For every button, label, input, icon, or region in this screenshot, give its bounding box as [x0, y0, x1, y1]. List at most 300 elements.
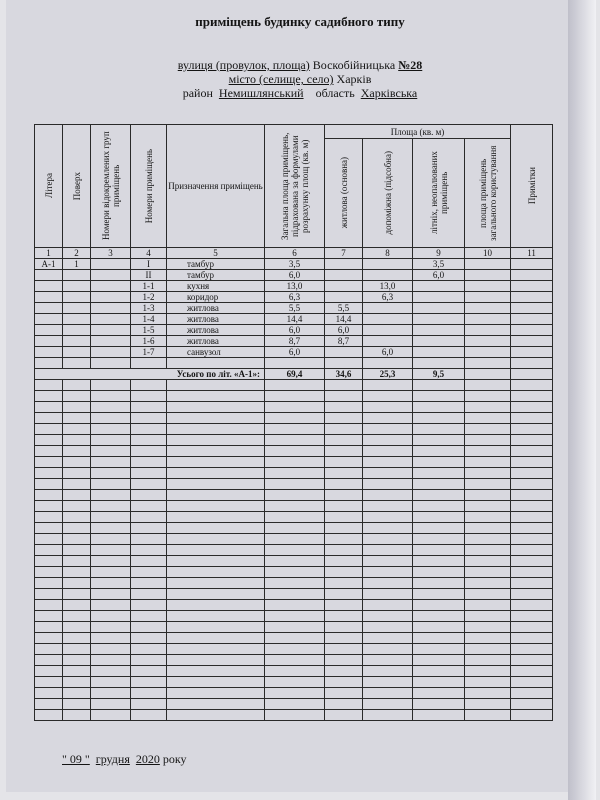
blank-row [35, 666, 553, 677]
empty-cell [413, 424, 465, 435]
empty-cell [325, 567, 363, 578]
empty-cell [265, 413, 325, 424]
empty-cell [167, 413, 265, 424]
empty-cell [511, 710, 553, 721]
cell-total-area: 6,0 [265, 325, 325, 336]
cell-room-number: І [131, 259, 167, 270]
table-row [35, 336, 553, 347]
col-header-common: площа приміщень загального користування [465, 139, 511, 248]
empty-cell [35, 556, 63, 567]
blank-row [35, 622, 553, 633]
empty-cell [325, 479, 363, 490]
cell-auxiliary [363, 259, 413, 270]
empty-cell [35, 479, 63, 490]
empty-cell [131, 358, 167, 369]
empty-cell [167, 534, 265, 545]
empty-cell [363, 457, 413, 468]
empty-cell [167, 677, 265, 688]
empty-cell [167, 479, 265, 490]
empty-cell [511, 534, 553, 545]
col-header-total-area: Загальна площа приміщень, підрахована за формулами розрахунку площ (кв. м) [265, 125, 325, 248]
blank-row [35, 534, 553, 545]
empty-cell [413, 567, 465, 578]
cell-total-area: 14,4 [265, 314, 325, 325]
house-number: №28 [398, 58, 423, 72]
empty-cell [265, 589, 325, 600]
empty-cell [511, 358, 553, 369]
empty-cell [325, 490, 363, 501]
empty-cell [265, 391, 325, 402]
cell-purpose: житлова [167, 325, 265, 336]
cell-purpose: тамбур [167, 270, 265, 281]
blank-row [35, 391, 553, 402]
empty-cell [131, 600, 167, 611]
cell-notes [511, 347, 553, 358]
cell-common [465, 314, 511, 325]
cell-auxiliary: 13,0 [363, 281, 413, 292]
empty-cell [413, 413, 465, 424]
empty-cell [363, 402, 413, 413]
cell-litera [35, 270, 63, 281]
empty-cell [63, 413, 91, 424]
empty-cell [131, 578, 167, 589]
empty-cell [465, 622, 511, 633]
empty-cell [325, 391, 363, 402]
cell-summer: 3,5 [413, 259, 465, 270]
empty-cell [63, 446, 91, 457]
empty-cell [91, 710, 131, 721]
empty-cell [511, 424, 553, 435]
cell-living [325, 281, 363, 292]
empty-cell [363, 545, 413, 556]
cell-litera [35, 292, 63, 303]
table-row [35, 347, 553, 358]
empty-cell [465, 501, 511, 512]
region-value: Харківська [360, 86, 418, 100]
empty-cell [167, 435, 265, 446]
empty-cell [265, 490, 325, 501]
empty-cell [63, 490, 91, 501]
empty-cell [465, 479, 511, 490]
cell-litera [35, 336, 63, 347]
district-label: район [182, 86, 213, 100]
empty-cell [413, 655, 465, 666]
empty-cell [167, 391, 265, 402]
empty-cell [35, 677, 63, 688]
empty-cell [167, 523, 265, 534]
empty-cell [325, 358, 363, 369]
table-row [35, 325, 553, 336]
empty-cell [91, 644, 131, 655]
cell-common [465, 336, 511, 347]
empty-cell [465, 611, 511, 622]
empty-cell [363, 534, 413, 545]
empty-cell [511, 413, 553, 424]
cell-floor [63, 336, 91, 347]
empty-cell [511, 479, 553, 490]
empty-cell [363, 523, 413, 534]
empty-cell [325, 589, 363, 600]
blank-row [35, 699, 553, 710]
cell-summer [413, 325, 465, 336]
empty-cell [413, 677, 465, 688]
empty-cell [413, 435, 465, 446]
cell-summer [413, 336, 465, 347]
empty-cell [63, 402, 91, 413]
cell-total-area: 5,5 [265, 303, 325, 314]
empty-cell [511, 523, 553, 534]
column-number: 8 [363, 248, 413, 259]
empty-cell [511, 468, 553, 479]
empty-cell [325, 435, 363, 446]
empty-cell [363, 468, 413, 479]
empty-cell [131, 523, 167, 534]
column-number: 2 [63, 248, 91, 259]
cell-floor: 1 [63, 259, 91, 270]
cell-auxiliary [363, 303, 413, 314]
cell-room-number: 1-6 [131, 336, 167, 347]
empty-cell [413, 468, 465, 479]
cell-summer [413, 292, 465, 303]
empty-cell [413, 710, 465, 721]
empty-cell [131, 413, 167, 424]
empty-cell [167, 578, 265, 589]
empty-cell [511, 666, 553, 677]
empty-cell [63, 512, 91, 523]
street-line [0, 58, 600, 73]
empty-cell [511, 600, 553, 611]
empty-cell [363, 688, 413, 699]
empty-cell [131, 479, 167, 490]
empty-cell [167, 402, 265, 413]
street-value: Воскобійницька [312, 58, 396, 72]
table-row [35, 259, 553, 270]
col-header-purpose: Призначення приміщень [167, 125, 265, 248]
col-header-summer: літніх, неопалюваних приміщень [413, 139, 465, 248]
empty-cell [131, 688, 167, 699]
empty-cell [35, 435, 63, 446]
cell-purpose: житлова [167, 314, 265, 325]
col-header-litera: Літера [35, 125, 63, 248]
cell-living: 14,4 [325, 314, 363, 325]
empty-cell [35, 699, 63, 710]
blank-row [35, 501, 553, 512]
blank-row [35, 479, 553, 490]
date-suffix: року [162, 752, 187, 766]
empty-cell [35, 512, 63, 523]
empty-cell [325, 468, 363, 479]
table-body [35, 259, 553, 721]
empty-cell [265, 633, 325, 644]
cell-living: 5,5 [325, 303, 363, 314]
empty-cell [265, 688, 325, 699]
empty-cell [265, 468, 325, 479]
empty-cell [131, 380, 167, 391]
empty-cell [325, 424, 363, 435]
empty-cell [265, 380, 325, 391]
empty-cell [325, 512, 363, 523]
empty-cell [413, 501, 465, 512]
cell-auxiliary [363, 270, 413, 281]
empty-cell [91, 567, 131, 578]
empty-cell [35, 380, 63, 391]
cell-total-area: 6,0 [265, 270, 325, 281]
empty-cell [465, 578, 511, 589]
empty-cell [35, 457, 63, 468]
empty-cell [35, 710, 63, 721]
empty-cell [131, 424, 167, 435]
empty-cell [91, 677, 131, 688]
empty-cell [325, 413, 363, 424]
empty-cell [265, 556, 325, 567]
empty-cell [363, 490, 413, 501]
cell-purpose: житлова [167, 336, 265, 347]
empty-cell [167, 600, 265, 611]
col-header-floor: Поверх [63, 125, 91, 248]
cell-living [325, 347, 363, 358]
table-row [35, 314, 553, 325]
empty-cell [91, 380, 131, 391]
empty-cell [167, 468, 265, 479]
empty-cell [413, 380, 465, 391]
blank-row [35, 457, 553, 468]
empty-cell [265, 655, 325, 666]
cell-room-number: 1-4 [131, 314, 167, 325]
cell-living [325, 259, 363, 270]
district-line [0, 86, 600, 101]
empty-cell [63, 688, 91, 699]
empty-cell [91, 688, 131, 699]
empty-cell [363, 578, 413, 589]
empty-cell [363, 589, 413, 600]
empty-cell [413, 611, 465, 622]
empty-cell [63, 644, 91, 655]
empty-cell [63, 457, 91, 468]
total-living: 34,6 [325, 369, 363, 380]
cell-floor [63, 281, 91, 292]
total-auxiliary: 25,3 [363, 369, 413, 380]
cell-total-area: 13,0 [265, 281, 325, 292]
empty-cell [131, 710, 167, 721]
empty-cell [265, 611, 325, 622]
cell-total-area: 3,5 [265, 259, 325, 270]
empty-cell [167, 457, 265, 468]
empty-cell [511, 567, 553, 578]
empty-cell [511, 589, 553, 600]
empty-cell [511, 644, 553, 655]
total-row [35, 369, 553, 380]
empty-cell [363, 567, 413, 578]
cell-group [91, 270, 131, 281]
empty-cell [465, 556, 511, 567]
empty-cell [35, 600, 63, 611]
empty-cell [131, 501, 167, 512]
empty-cell [511, 380, 553, 391]
empty-cell [131, 391, 167, 402]
column-number: 4 [131, 248, 167, 259]
cell-auxiliary: 6,0 [363, 347, 413, 358]
col-header-notes: Примітки [511, 125, 553, 248]
empty-cell [465, 457, 511, 468]
empty-cell [63, 589, 91, 600]
cell-notes [511, 270, 553, 281]
empty-cell [63, 600, 91, 611]
blank-row [35, 644, 553, 655]
empty-cell [63, 380, 91, 391]
empty-cell [413, 490, 465, 501]
col-header-living: житлова (основна) [325, 139, 363, 248]
empty-cell [35, 611, 63, 622]
empty-cell [91, 468, 131, 479]
cell-room-number: 1-7 [131, 347, 167, 358]
blank-row [35, 567, 553, 578]
empty-cell [325, 699, 363, 710]
empty-cell [465, 655, 511, 666]
cell-floor [63, 303, 91, 314]
empty-cell [35, 545, 63, 556]
cell-group [91, 259, 131, 270]
cell-purpose: коридор [167, 292, 265, 303]
empty-cell [131, 589, 167, 600]
empty-cell [63, 611, 91, 622]
column-number: 3 [91, 248, 131, 259]
empty-cell [363, 501, 413, 512]
cell-notes [511, 303, 553, 314]
empty-cell [35, 358, 63, 369]
empty-cell [35, 446, 63, 457]
empty-cell [63, 578, 91, 589]
empty-cell [413, 479, 465, 490]
empty-cell [325, 677, 363, 688]
empty-cell [91, 479, 131, 490]
empty-cell [167, 611, 265, 622]
empty-cell [511, 446, 553, 457]
empty-cell [131, 699, 167, 710]
empty-cell [167, 380, 265, 391]
empty-cell [363, 655, 413, 666]
empty-cell [511, 677, 553, 688]
empty-cell [63, 699, 91, 710]
cell-summer: 6,0 [413, 270, 465, 281]
empty-cell [363, 666, 413, 677]
empty-cell [35, 391, 63, 402]
empty-cell [325, 611, 363, 622]
cell-litera: А-1 [35, 259, 63, 270]
empty-cell [465, 567, 511, 578]
blank-row [35, 578, 553, 589]
empty-cell [363, 622, 413, 633]
empty-cell [63, 666, 91, 677]
empty-cell [465, 688, 511, 699]
cell-auxiliary [363, 336, 413, 347]
empty-cell [265, 512, 325, 523]
empty-cell [131, 468, 167, 479]
blank-row [35, 611, 553, 622]
empty-cell [63, 534, 91, 545]
blank-row [35, 633, 553, 644]
empty-cell [265, 578, 325, 589]
total-summer: 9,5 [413, 369, 465, 380]
col-header-room-numbers: Номери приміщень [131, 125, 167, 248]
empty-cell [325, 655, 363, 666]
empty-cell [91, 699, 131, 710]
empty-cell [511, 490, 553, 501]
empty-cell [413, 402, 465, 413]
empty-cell [167, 633, 265, 644]
empty-cell [465, 446, 511, 457]
empty-cell [465, 523, 511, 534]
cell-group [91, 281, 131, 292]
empty-cell [325, 556, 363, 567]
empty-cell [511, 501, 553, 512]
empty-cell [167, 567, 265, 578]
cell-common [465, 259, 511, 270]
district-value: Немишлянський [218, 86, 304, 100]
column-number: 11 [511, 248, 553, 259]
cell-living [325, 270, 363, 281]
empty-cell [465, 699, 511, 710]
city-label: місто (селище, село) [228, 72, 334, 86]
empty-cell [265, 424, 325, 435]
cell-litera [35, 347, 63, 358]
total-notes [511, 369, 553, 380]
empty-cell [265, 622, 325, 633]
empty-cell [63, 567, 91, 578]
empty-cell [35, 666, 63, 677]
empty-cell [511, 611, 553, 622]
empty-cell [511, 633, 553, 644]
empty-cell [131, 633, 167, 644]
empty-cell [63, 556, 91, 567]
empty-cell [325, 622, 363, 633]
empty-cell [131, 644, 167, 655]
empty-cell [511, 699, 553, 710]
cell-common [465, 281, 511, 292]
empty-cell [265, 435, 325, 446]
empty-cell [63, 424, 91, 435]
empty-cell [131, 556, 167, 567]
column-number: 7 [325, 248, 363, 259]
empty-cell [131, 666, 167, 677]
blank-row [35, 402, 553, 413]
empty-cell [35, 633, 63, 644]
empty-cell [325, 545, 363, 556]
empty-cell [265, 446, 325, 457]
blank-row [35, 490, 553, 501]
empty-cell [413, 457, 465, 468]
empty-cell [511, 578, 553, 589]
empty-cell [167, 501, 265, 512]
blank-row [35, 556, 553, 567]
cell-purpose: житлова [167, 303, 265, 314]
empty-cell [91, 358, 131, 369]
column-number: 9 [413, 248, 465, 259]
empty-cell [131, 611, 167, 622]
table-row [35, 292, 553, 303]
cell-group [91, 336, 131, 347]
empty-cell [265, 545, 325, 556]
cell-floor [63, 292, 91, 303]
empty-cell [131, 545, 167, 556]
empty-cell [413, 688, 465, 699]
blank-row [35, 600, 553, 611]
empty-cell [325, 457, 363, 468]
empty-cell [167, 589, 265, 600]
empty-cell [363, 358, 413, 369]
empty-cell [265, 677, 325, 688]
empty-cell [465, 490, 511, 501]
region-label: область [315, 86, 355, 100]
